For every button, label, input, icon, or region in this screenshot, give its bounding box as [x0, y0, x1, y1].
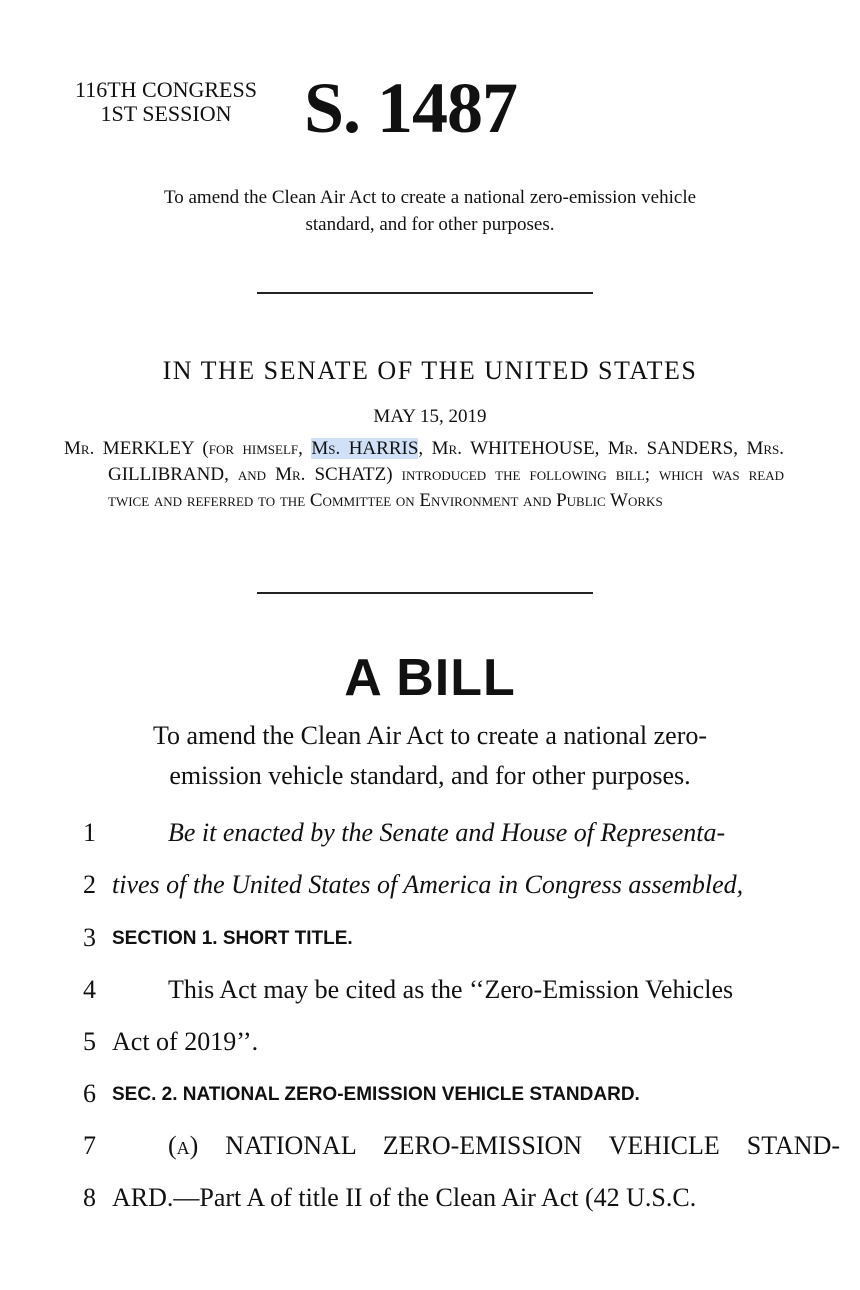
long-purpose-line-2: emission vehicle standard, and for other purposes. — [169, 761, 691, 790]
short-purpose-line-2: standard, and for other purposes. — [305, 214, 555, 235]
congress-session-block — [64, 78, 268, 126]
line-number: 6 — [83, 1079, 96, 1108]
bill-line: Be it enacted by the Senate and House of Representa- — [168, 818, 726, 847]
bill-line: tives of the United States of America in Congress assembled, — [112, 870, 744, 899]
sponsors-rest: , Mr. WHITEHOUSE, Mr. SANDERS, Mrs. GILLIBRAND, and Mr. SCHATZ) introduced the following bill; which was read twice and referred to the Committee on Environment and Public Works — [108, 438, 785, 511]
sponsors-prefix: Mr. MERKLEY (for himself, — [64, 438, 312, 459]
long-purpose — [100, 716, 760, 796]
bill-line: Act of 2019’’. — [112, 1027, 259, 1056]
line-number: 4 — [83, 975, 96, 1004]
line-number: 1 — [83, 818, 96, 847]
bill-number: S. 1487 — [304, 68, 518, 148]
section-heading: SEC. 2. NATIONAL ZERO-EMISSION VEHICLE STANDARD. — [112, 1084, 640, 1105]
section-heading: SECTION 1. SHORT TITLE. — [112, 928, 353, 949]
line-number: 8 — [83, 1183, 96, 1212]
line-number: 3 — [83, 923, 96, 952]
long-purpose-line-1: To amend the Clean Air Act to create a national zero- — [152, 721, 708, 750]
bill-line: (a) NATIONAL ZERO-EMISSION VEHICLE STAND- — [168, 1131, 840, 1160]
chamber-heading: IN THE SENATE OF THE UNITED STATES — [162, 356, 698, 385]
bill-line: ARD.—Part A of title II of the Clean Air Act (42 U.S.C. — [112, 1183, 697, 1212]
line-number: 5 — [83, 1027, 96, 1056]
bill-line: This Act may be cited as the ‘‘Zero-Emission Vehicles — [168, 975, 734, 1004]
bill-heading: A BILL — [344, 649, 516, 707]
session-label: 1ST SESSION — [100, 101, 232, 126]
line-number: 7 — [83, 1131, 96, 1160]
line-number: 2 — [83, 870, 96, 899]
congress-label: 116TH CONGRESS — [75, 77, 257, 102]
short-purpose — [80, 184, 780, 238]
divider-rule — [257, 592, 593, 594]
highlighted-sponsor[interactable]: Ms. HARRIS — [311, 438, 419, 459]
short-purpose-line-1: To amend the Clean Air Act to create a national zero-emission vehicle — [163, 187, 697, 208]
introduced-date: MAY 15, 2019 — [373, 406, 487, 427]
sponsors-paragraph — [64, 436, 784, 514]
divider-rule — [257, 292, 593, 294]
